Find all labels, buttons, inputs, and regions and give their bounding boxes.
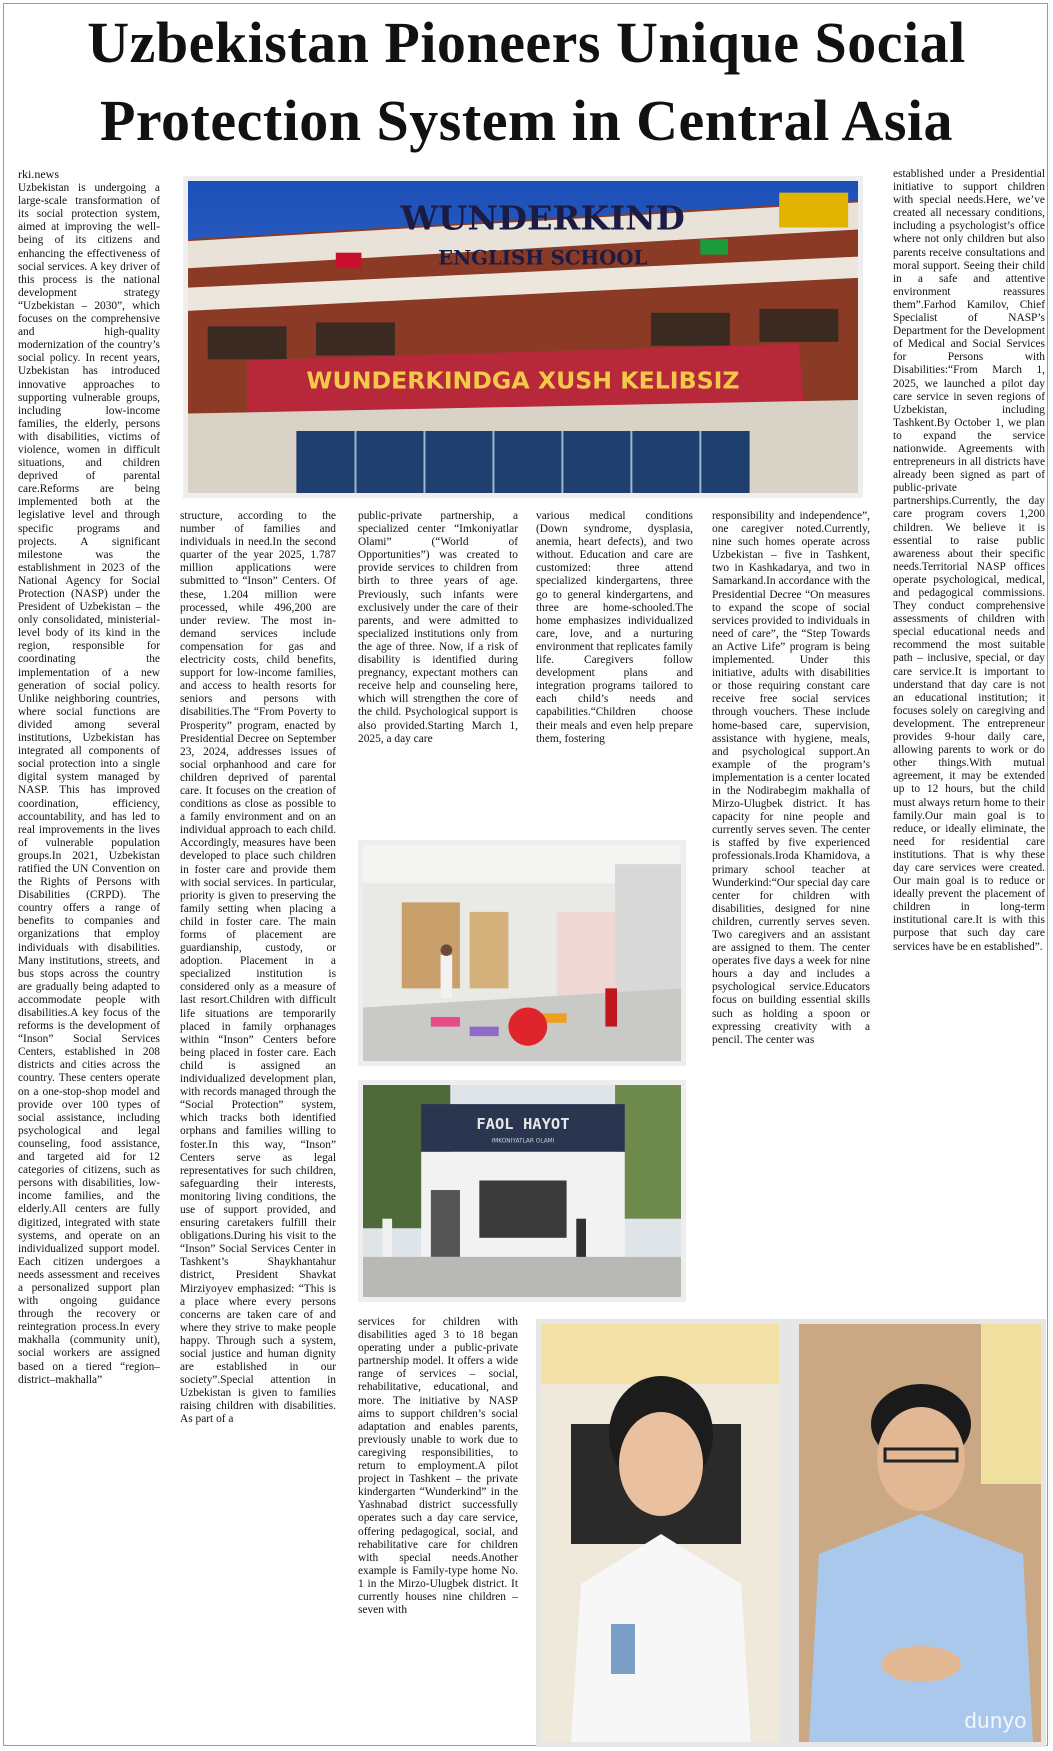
- column-6-text: established under a Presidential initiative to support children with special needs.Here, we’ve created all necessary conditions, including a psychologist’s office where not only children but also parents receive consultations and moral support. Seeing their child in a safe and attentive environment reassures them”.Farhod Kamilov, Chief Specialist of NASP’s Department for the Development of Medical and Social Services for Persons with Disabilities:“From March 1, 2025, we launched a pilot day care service in seven regions of Uzbekistan, including Tashkent.By October 1, we plan to expand the service nationwide. Agreements with entrepreneurs in all districts have already been signed as part of public-private partnerships.Currently, the day care program covers 1,200 children. We believe it is essential to raise public awareness about their specific needs.Territorial NASP offices operate psychological, medical, and pedagogical commissions. They conduct comprehensive assessments of children with special educational needs and recommend the most suitable path – inclusive, special, or day care service.It is important to understand that day care is not an educational institution; it focuses solely on caregiving and development. The entrepreneur provides 9-hour daily care, allowing parents to work or do other things.With mutual agreement, it may be extended up to 12 hours, but the child must always return home to their family.Our main goal is to reduce, or ideally eliminate, the need for residential care institutions. That is why these day care services were created. Our main goal is to reduce or ideally prevent the placement of children in long-term institutional care.It is with this purpose that such day care services have be en established”.: [893, 168, 1045, 953]
- playroom-illustration: [363, 845, 681, 1061]
- headline-line-2: Protection System in Central Asia: [99, 88, 954, 153]
- photo-portraits: [536, 1319, 1046, 1747]
- school-banner: WUNDERKINDGA XUSH KELIBSIZ: [306, 366, 740, 395]
- column-7-text: services for children with disabilities aged 3 to 18 began operating under a public-private partnership model. It offers a wide range of services – social, rehabilitative, educational, and more. The initiative by NASP aims to support children’s social adaptation and enables parents, previously unable to work due to caregiving responsibilities, to return to employment.A pilot project in Tashkent – the private kindergarten “Wunderkind” in the Yashnabad district successfully operates such a day care service, offering pedagogical, social, and rehabilitative care for children with special needs.Another example is Family-type home No. 1 in the Mirzo-Ulugbek district. It currently houses nine children – seven with: [358, 1316, 518, 1617]
- article-column-6: [893, 168, 1045, 1330]
- center-building-illustration: [363, 1085, 681, 1297]
- article-column-1: [18, 168, 160, 1743]
- center-sign-sub: IMKONIYATLAR OLAMI: [491, 1138, 555, 1145]
- photo-school-building: [183, 176, 863, 498]
- column-3-text: public-private partnership, a specialized center “Imkoniyatlar Olami” (“World of Opportunities”) was created to provide services to children from birth to three years of age. Previously, such infants were exclusively under the care of their parents, and were admitted to specialized institutions only from the age of three. Now, if a risk of disability is identified during pregnancy, expectant mothers can receive help and counseling here, which will strengthen the core of the child. Psychological support is also provided.Starting March 1, 2025, a day care: [358, 510, 518, 745]
- portraits-illustration: [541, 1324, 1041, 1742]
- watermark-logo: dunyo: [964, 1708, 1027, 1733]
- school-sign-sub: ENGLISH SCHOOL: [438, 246, 648, 270]
- headline: [0, 0, 1053, 165]
- source-credit: rki.news: [18, 168, 59, 181]
- school-sign-main: WUNDERKIND: [400, 198, 685, 238]
- article-column-4: [536, 510, 693, 836]
- photo-playroom: [358, 840, 686, 1066]
- center-sign: FAOL HAYOT: [476, 1115, 570, 1133]
- column-4-text: various medical conditions (Down syndrome, dysplasia, anemia, heart defects), and two without. Education and care are customized: three attend specialized kindergartens, three go to general kindergartens, and three are home-schooled.The home emphasizes individualized care, love, and a nurturing environment that replicates family life. Caregivers follow development plans and integration programs tailored to each child’s needs and capabilities.“Children choose their meals and even help prepare them, fostering: [536, 510, 693, 745]
- article-column-3: [358, 510, 518, 836]
- article-column-2: [180, 510, 336, 1743]
- column-5-text: responsibility and independence”, one caregiver noted.Currently, nine such homes operate across Uzbekistan – five in Tashkent, two in Kashkadarya, and two in Samarkand.In accordance with the Presidential Decree “On measures to expand the scope of social services provided to individuals in need of care”, the “Step Towards an Active Life” program is being implemented. Under this initiative, adults with disabilities or those requiring constant care receive free social services through vouchers. These include home-based care, supervision, assistance with hygiene, meals, and psychological support.An example of the program’s implementation is a center located in the Nodirabegim makhalla of Mirzo-Ulugbek district. It has capacity for nine people and currently serves seven. The center is staffed by five experienced professionals.Iroda Khamidova, a primary school teacher at Wunderkind:“Our special day care center for children with disabilities, designed for nine children, currently serves seven. Two caregivers and an assistant are assigned to them. The center operates five days a week for nine hours a day and includes a psychological service.Educators focus on building essential skills such as holding a spoon or expressing creativity with a pencil. The center was: [712, 510, 870, 1046]
- column-2-text: structure, according to the number of families and individuals in need.In the second quarter of the year 2025, 1.787 million applications were submitted to “Inson” Centers. Of these, 1.204 million were processed, while 496,200 are under review. The most in-demand services include compensation for gas and electricity costs, child benefits, support for low-income families, and access to health resorts for seniors and persons with disabilities.The “From Poverty to Prosperity” program, enacted by Presidential Decree on September 23, 2024, addresses issues of social orphanhood and care for children deprived of parental care. It focuses on the creation of conditions as close as possible to a family environment and on an individual approach to each child. Accordingly, measures have been developed to place such children in foster care and provide them with social services. In particular, priority is given to preserving the family setting when placing a child in foster care. The main forms of placement are guardianship, custody, or adoption. Placement in a specialized institution is considered only as a measure of last resort.Children with difficult life situations are temporarily placed in family orphanages within “Inson” Centers before being placed in foster care. Each child is assigned an individualized development plan, with records managed through the “Social Protection” system, which tracks both identified orphans and families willing to foster.In this way, “Inson” Centers serve as legal representatives for such children, safeguarding their interests, monitoring living conditions, the use of support provided, and ensuring caretakers fulfill their obligations.During his visit to the “Inson” Social Services Center in Tashkent’s Shaykhantahur district, President Shavkat Mirziyoyev emphasized: “This is a place where every persons concerns are taken care of and where they strive to make people happy. Through such a system, social justice and human dignity are established in our society”.Special attention in Uzbekistan is given to families raising children with disabilities. As part of a: [180, 510, 336, 1426]
- school-building-illustration: [188, 181, 858, 493]
- article-column-5: [712, 510, 870, 1300]
- headline-line-1: Uzbekistan Pioneers Unique Social: [87, 10, 966, 75]
- column-1-text: Uzbekistan is undergoing a large-scale transformation of its social protection system, aimed at improving the well-being of its citizens and enhancing the effectiveness of social services. A key driver of this process is the national development strategy “Uzbekistan – 2030”, which focuses on the comprehensive and high-quality modernization of the country’s social policy. In recent years, Uzbekistan has introduced innovative approaches to supporting vulnerable groups, including low-income families, the elderly, persons with disabilities, victims of violence, women in difficult situations, and children deprived of parental care.Reforms are being implemented both at the legislative level and through specific programs and projects. A significant milestone was the establishment in 2023 of the National Agency for Social Protection (NASP) under the President of Uzbekistan – the only consolidated, ministerial-level body of its kind in the region, responsible for coordinating the implementation of a new generation of social policy. Unlike neighboring countries, where social functions are divided among several institutions, Uzbekistan has integrated all components of social protection into a single digital system managed by NASP. This has improved coordination, efficiency, accountability, and has led to real improvements in the lives of vulnerable population groups.In 2021, Uzbekistan ratified the UN Convention on the Rights of Persons with Disabilities (CRPD). The country offers a range of benefits to companies and organizations that employ individuals with disabilities. Many institutions, streets, and bus stops across the country are gradually being adapted to accommodate people with disabilities.A key focus of the reforms is the development of “Inson” Social Services Centers, established in 208 districts and cities across the country. These centers operate on a one-stop-shop model and provide over 100 types of social assistance, including psychological and legal counseling, food assistance, and targeted aid for 12 categories of citizens, such as persons with disabilities, low-income families, and the elderly.All centers are fully digitized, integrated with state systems, and operate on an individualized support model. Each citizen undergoes a needs assessment and receives a personalized support plan with ongoing guidance through the recovery or reintegration process.In every makhalla (community unit), social workers are assigned based on a tiered “region–district–makhalla”: [18, 182, 160, 1386]
- article-column-7: [358, 1316, 518, 1743]
- photo-faol-hayot-center: [358, 1080, 686, 1302]
